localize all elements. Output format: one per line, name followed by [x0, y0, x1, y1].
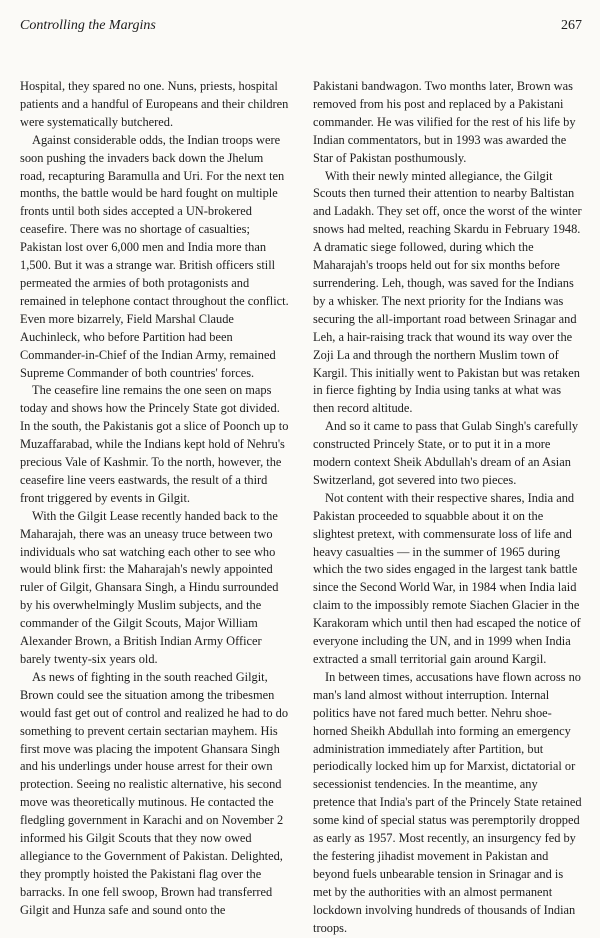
paragraph: With their newly minted allegiance, the Gilgit Scouts then turned their attention to nearby Baltistan and Ladakh. They set off, once the worst of the winter snows had melted, reaching Skardu in February 1948. A dramatic siege followed, during which the Maharajah's troops held out for six months before surrendering. Leh, though, was saved for the Indians by a whisker. The next priority for the Indians was securing the all-important road between Srinagar and Leh, a hair-raising track that wound its way over the Zoji La and through the northern Muslim town of Kargil. This initially went to Pakistan but was retaken in fierce fighting by India using tanks at what was then record altitude.: [313, 168, 582, 416]
paragraph: As news of fighting in the south reached Gilgit, Brown could see the situation among the tribesmen would fast get out of control and realized he had to do something to prevent certain sectarian mayhem. His first move was placing the impotent Ghansara Singh and his underlings under house arrest for their own protection. Seeing no realistic alternative, his second move was theoretically mutinous. He contacted the fledgling government in Karachi and on November 2 informed his Gilgit Scouts that they now owed allegiance to the Government of Pakistan. Delighted, they promptly hoisted the Pakistani flag over the barracks. In one fell swoop, Brown had transferred Gilgit and Hunza safe and sound onto the: [20, 669, 289, 917]
paragraph: Against considerable odds, the Indian troops were soon pushing the invaders back down the Jhelum road, recapturing Baramulla and Uri. For the next ten months, the battle would be hard fought on multiple fronts until both sides accepted a UN-brokered ceasefire. There was no shortage of casualties; Pakistan lost over 6,000 men and India more than 1,500. But it was a strange war. British officers still permeated the armies of both protagonists and remained in telephone contact throughout the conflict. Even more bizarrely, Field Marshal Claude Auchinleck, who before Partition had been Commander-in-Chief of the Indian Army, remained Supreme Commander of both countries' forces.: [20, 132, 289, 380]
text-columns: [20, 78, 582, 935]
right-column: [313, 78, 582, 935]
paragraph: The ceasefire line remains the one seen on maps today and shows how the Princely State got divided. In the south, the Pakistanis got a slice of Poonch up to Muzaffarabad, while the Indians kept hold of Nehru's precious Vale of Kashmir. To the north, however, the ceasefire line veers eastwards, the result of a third front triggered by events in Gilgit.: [20, 383, 289, 505]
paragraph: Not content with their respective shares, India and Pakistan proceeded to squabble about it on the slightest pretext, with commensurate loss of life and heavy casualties — in the summer of 1965 during which the two sides engaged in the largest tank battle since the Second World War, in 1984 when India laid claim to the impossibly remote Siachen Glacier in the Karakoram which until then had escaped the notice of everyone including the UN, and in 1999 when India extracted a small territorial gain around Kargil.: [313, 490, 581, 666]
paragraph: Hospital, they spared no one. Nuns, priests, hospital patients and a handful of Europeans and their children were systematically butchered.: [20, 79, 289, 129]
paragraph: And so it came to pass that Gulab Singh's carefully constructed Princely State, or to put it in a more modern context Sheik Abdullah's dream of an Asian Switzerland, got severed into two pieces.: [313, 419, 579, 487]
paragraph: In between times, accusations have flown across no man's land almost without interruption. Internal politics have not fared much better. Nehru shoe-horned Sheikh Abdullah into forming an emergency administration immediately after Partition, but periodically locked him up for Marxist, dictatorial or secessionist tendencies. In the meantime, any pretence that India's part of the Princely State retained some kind of special status was peremptorily dropped as early as 1957. Most recently, an insurgency fed by the festering jihadist movement in Pakistan and beyond fuels unbearable tension in Srinagar and is met by the authorities with an almost permanent lockdown involving hundreds of thousands of Indian troops.: [313, 669, 582, 935]
page-number: 267: [561, 18, 582, 33]
running-title: Controlling the Margins: [20, 18, 156, 33]
left-column: [20, 78, 289, 917]
paragraph: Pakistani bandwagon. Two months later, Brown was removed from his post and replaced by a Pakistani commander. He was vilified for the rest of his life by Indian commentators, but in 1993 was awarded the Star of Pakistan posthumously.: [313, 79, 576, 165]
page-header: [20, 18, 582, 34]
paragraph: With the Gilgit Lease recently handed back to the Maharajah, there was an uneasy truce between two individuals who sat watching each other to see who would blink first: the Maharajah's newly appointed ruler of Gilgit, Ghansara Singh, a Hindu surrounded by his overwhelmingly Muslim subjects, and the commander of the Gilgit Scouts, Major William Alexander Brown, a British Indian Army Officer barely twenty-six years old.: [20, 508, 279, 666]
